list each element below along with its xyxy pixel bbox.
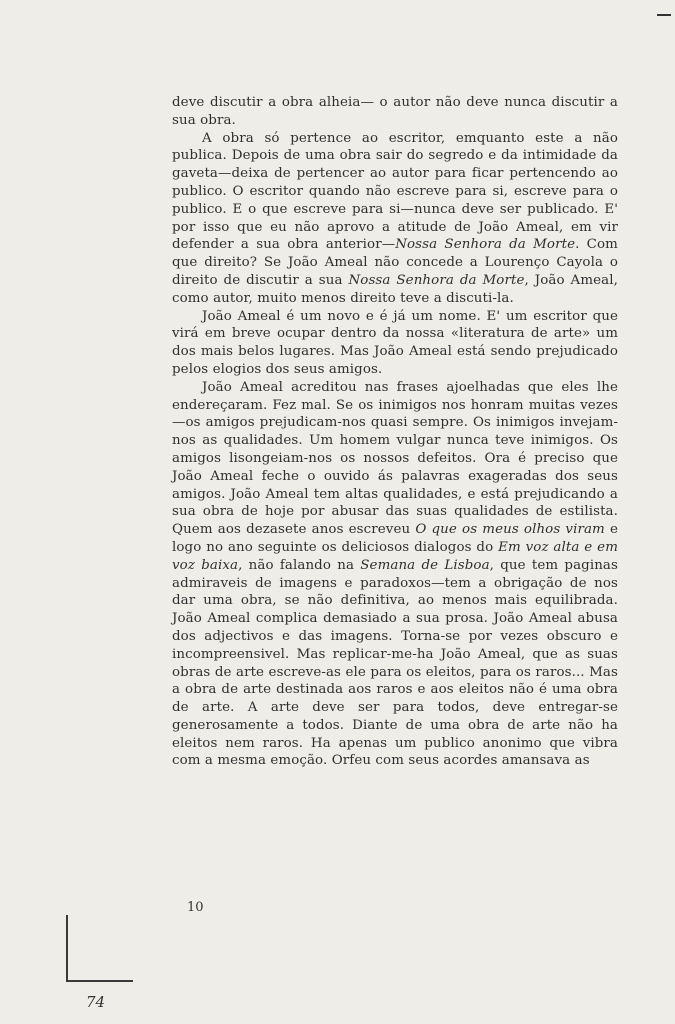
book-title-semana-de-lisboa: Semana de Lisboa (360, 557, 490, 573)
page-number: 74 (86, 993, 106, 1011)
paragraph-2 (172, 130, 618, 308)
book-page-body (172, 94, 618, 770)
paragraph-2-text-b: . Com que direito? Se João Ameal não concede a Lourenço Cayola o direito de discutir a sua (172, 237, 618, 288)
paragraph-4-text-d: , que tem paginas admiraveis de imagens e paradoxos—tem a obrigação de nos dar uma obra, se não definitiva, ao menos mais equilibrada. João Ameal complica demasiado a sua prosa. João Ameal abusa dos adjectivos e das imagens. Torna-se por vezes obscuro e incompreensivel. Mas replicar-me-ha João Ameal, que as suas obras de arte escreve-as ele para os eleitos, para os raros... Mas a obra de arte destinada aos raros e aos eleitos não é uma obra de arte. A arte deve ser para todos, deve entregar-se generosamente a todos. Diante de uma obra de arte não ha eleitos nem raros. Ha apenas um publico anonimo que vibra com a mesma emoção. Orfeu com seus acordes amansava as (172, 557, 618, 769)
paragraph-2-text-a: A obra só pertence ao escritor, emquanto este a não publica. Depois de uma obra sair do segredo e da intimidade da gaveta—deixa de pertencer ao autor para ficar pertencendo ao publico. O escritor quando não escreve para si, escreve para o publico. E o que escreve para si—nunca deve ser publicado. E' por isso que eu não aprovo a atitude de João Ameal, em vir defender a sua obra anterior— (172, 130, 618, 253)
book-title-nossa-senhora-2: Nossa Senhora da Morte (348, 272, 525, 288)
signature-mark: 10 (187, 900, 204, 915)
paragraph-4-text-b: e logo no ano seguinte os deliciosos dialogos do (172, 522, 618, 555)
paragraph-2-text-c: , João Ameal, como autor, muito menos direito teve a discuti-la. (172, 272, 618, 306)
paragraph-4-text-a: João Ameal acreditou nas frases ajoelhadas que eles lhe endereçaram. Fez mal. Se os inimigos nos honram muitas vezes—os amigos prejudicam-nos quasi sempre. Os inimigos invejam-nos as qualidades. Um homem vulgar nunca teve inimigos. Os amigos lisongeiam-nos os nossos defeitos. Ora é preciso que João Ameal feche o ouvido ás palavras exageradas dos seus amigos. João Ameal tem altas qualidades, e está prejudicando a sua obra de hoje por abusar das suas qualidades de estilista. Quem aos dezasete anos escreveu (172, 379, 618, 538)
paragraph-3: João Ameal é um novo e é já um nome. E' um escritor que virá em breve ocupar dentro da nossa «literatura de arte» um dos mais belos lugares. Mas João Ameal está sendo prejudicado pelos elogios dos seus amigos. (172, 308, 618, 377)
paragraph-4 (172, 379, 618, 771)
book-title-nossa-senhora-1: Nossa Senhora da Morte (395, 237, 576, 253)
book-title-em-voz-alta: Em voz alta e em voz baixa (172, 539, 618, 573)
paragraph-1: deve discutir a obra alheia— o autor não deve nunca discutir a sua obra. (172, 95, 618, 128)
crop-mark-vertical (66, 915, 68, 982)
paragraph-4-text-c: , não falando na (238, 557, 361, 573)
book-title-o-que-os-meus-olhos: O que os meus olhos viram (415, 522, 605, 538)
crop-mark-horizontal (66, 980, 133, 982)
corner-tick-mark (657, 14, 671, 16)
